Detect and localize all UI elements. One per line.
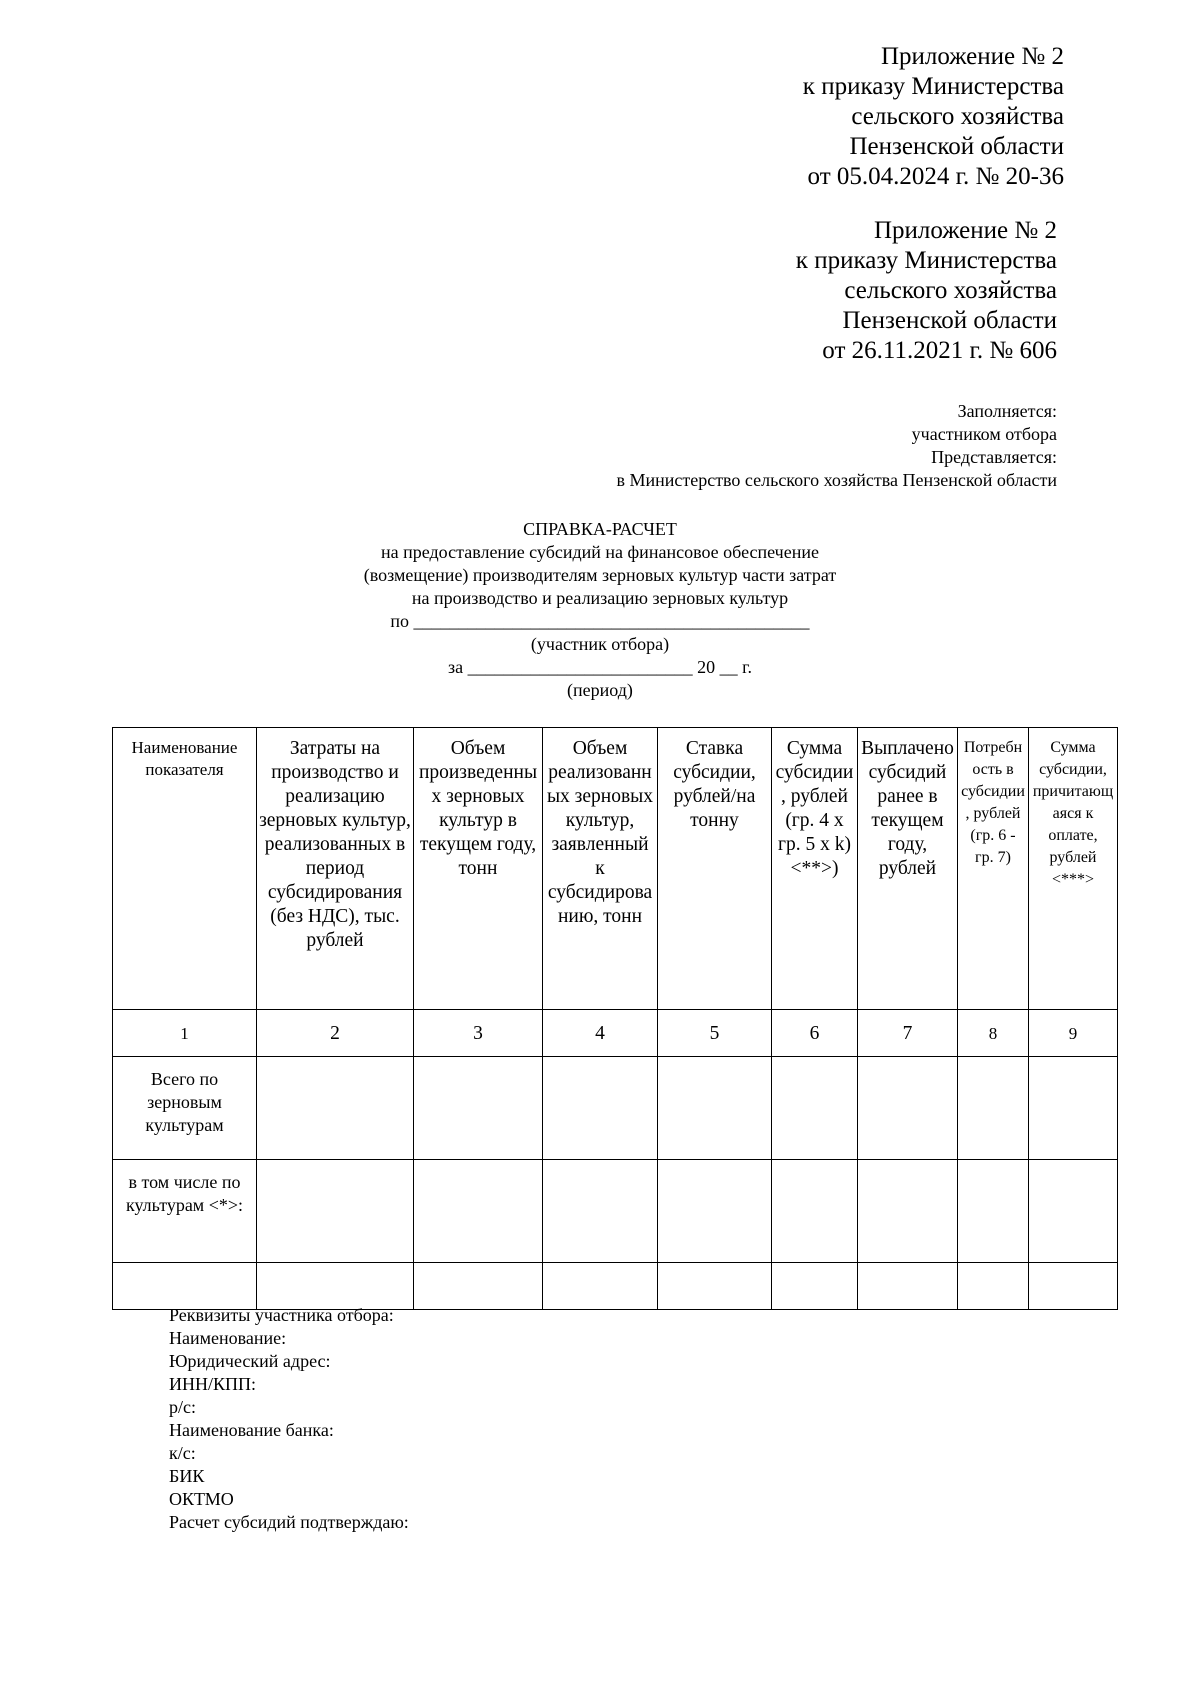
- column-number: 3: [414, 1010, 543, 1057]
- requisites-line: Наименование:: [169, 1328, 287, 1348]
- appendix-line: Пензенской области: [849, 133, 1064, 160]
- filled-by-block: [616, 400, 1057, 492]
- table-cell[interactable]: [772, 1057, 858, 1160]
- table-cell[interactable]: [543, 1263, 658, 1310]
- table-cell[interactable]: [658, 1057, 772, 1160]
- appendix-line: сельского хозяйства: [844, 277, 1057, 304]
- header-cell: Ставка субсидии, рублей/на тонну: [658, 728, 772, 1010]
- filled-by-line: в Министерство сельского хозяйства Пензенской области: [616, 470, 1057, 490]
- table-cell[interactable]: [257, 1160, 414, 1263]
- table-cell[interactable]: [658, 1263, 772, 1310]
- table-cell[interactable]: [414, 1057, 543, 1160]
- header-cell: Потребность в субсидии, рублей (гр. 6 - гр. 7): [958, 728, 1029, 1010]
- requisites-line: р/с:: [169, 1397, 196, 1417]
- table-cell[interactable]: [1029, 1160, 1118, 1263]
- table-row-empty: [113, 1263, 1118, 1310]
- header-cell: Сумма субсидии, причитающаяся к оплате, рублей <***>: [1029, 728, 1118, 1010]
- filled-by-line: участником отбора: [911, 424, 1057, 444]
- header-cell: Выплачено субсидий ранее в текущем году, рублей: [858, 728, 958, 1010]
- table-cell[interactable]: [772, 1160, 858, 1263]
- filled-by-line: Заполняется:: [957, 401, 1057, 421]
- participant-requisites: [169, 1304, 409, 1534]
- column-number: 7: [858, 1010, 958, 1057]
- table-cell[interactable]: [772, 1263, 858, 1310]
- header-cell: Наименование показателя: [113, 728, 257, 1010]
- header-cell: Затраты на производство и реализацию зерновых культур, реализованных в период субсидирования (без НДС), тыс. рублей: [257, 728, 414, 1010]
- column-number: 4: [543, 1010, 658, 1057]
- table-cell[interactable]: [257, 1057, 414, 1160]
- title-line: на производство и реализацию зерновых культур: [411, 588, 789, 608]
- table-cell[interactable]: [958, 1160, 1029, 1263]
- document-heading: СПРАВКА-РАСЧЕТ: [523, 519, 677, 539]
- column-number: 1: [113, 1010, 257, 1057]
- filled-by-line: Представляется:: [931, 447, 1057, 467]
- requisites-line: к/с:: [169, 1443, 196, 1463]
- table-cell[interactable]: [113, 1263, 257, 1310]
- appendix-line: сельского хозяйства: [851, 103, 1064, 130]
- period-caption: (период): [567, 680, 633, 700]
- table-cell[interactable]: [257, 1263, 414, 1310]
- table-cell[interactable]: [543, 1057, 658, 1160]
- appendix-header-2024: [803, 42, 1064, 192]
- appendix-line: к приказу Министерства: [795, 247, 1057, 274]
- participant-caption: (участник отбора): [530, 634, 670, 654]
- requisites-line: Расчет субсидий подтверждаю:: [169, 1512, 409, 1532]
- requisites-line: БИК: [169, 1466, 205, 1486]
- table-cell[interactable]: [414, 1160, 543, 1263]
- header-cell: Объем произведенных зерновых культур в текущем году, тонн: [414, 728, 543, 1010]
- requisites-line: Реквизиты участника отбора:: [169, 1305, 394, 1325]
- title-line: (возмещение) производителям зерновых культур части затрат: [363, 565, 837, 585]
- requisites-line: ОКТМО: [169, 1489, 234, 1509]
- period-blank: за _________________________ 20 __ г.: [448, 657, 752, 677]
- appendix-line: от 05.04.2024 г. № 20-36: [807, 163, 1064, 190]
- column-number: 8: [958, 1010, 1029, 1057]
- requisites-line: Наименование банка:: [169, 1420, 334, 1440]
- table-cell[interactable]: [543, 1160, 658, 1263]
- title-line: на предоставление субсидий на финансовое обеспечение: [381, 542, 819, 562]
- table-cell[interactable]: [958, 1263, 1029, 1310]
- table-header-row: [113, 728, 1118, 1010]
- column-number-row: [113, 1010, 1118, 1057]
- table-cell[interactable]: [858, 1263, 958, 1310]
- table-row-including: [113, 1160, 1118, 1263]
- column-number: 9: [1029, 1010, 1118, 1057]
- header-cell: Объем реализованных зерновых культур, заявленный к субсидированию, тонн: [543, 728, 658, 1010]
- column-number: 6: [772, 1010, 858, 1057]
- header-cell: Сумма субсидии, рублей (гр. 4 x гр. 5 x k) <**>): [772, 728, 858, 1010]
- row-label: Всего по зерновым культурам: [113, 1057, 257, 1160]
- table-cell[interactable]: [1029, 1057, 1118, 1160]
- column-number: 2: [257, 1010, 414, 1057]
- table-cell[interactable]: [858, 1160, 958, 1263]
- appendix-header-2021: [796, 216, 1057, 366]
- participant-blank: по ____________________________________________: [390, 611, 810, 631]
- table-cell[interactable]: [658, 1160, 772, 1263]
- requisites-line: ИНН/КПП:: [169, 1374, 257, 1394]
- table-row-total: [113, 1057, 1118, 1160]
- column-number: 5: [658, 1010, 772, 1057]
- table-cell[interactable]: [958, 1057, 1029, 1160]
- appendix-line: Пензенской области: [842, 307, 1057, 334]
- document-title-block: [300, 518, 900, 702]
- requisites-line: Юридический адрес:: [169, 1351, 331, 1371]
- appendix-line: к приказу Министерства: [802, 73, 1064, 100]
- row-label: в том числе по культурам <*>:: [113, 1160, 257, 1263]
- appendix-line: Приложение № 2: [873, 217, 1057, 244]
- subsidy-calculation-table: [112, 727, 1118, 1310]
- appendix-line: от 26.11.2021 г. № 606: [822, 337, 1057, 364]
- table-cell[interactable]: [1029, 1263, 1118, 1310]
- table-cell[interactable]: [414, 1263, 543, 1310]
- appendix-line: Приложение № 2: [880, 43, 1064, 70]
- table-cell[interactable]: [858, 1057, 958, 1160]
